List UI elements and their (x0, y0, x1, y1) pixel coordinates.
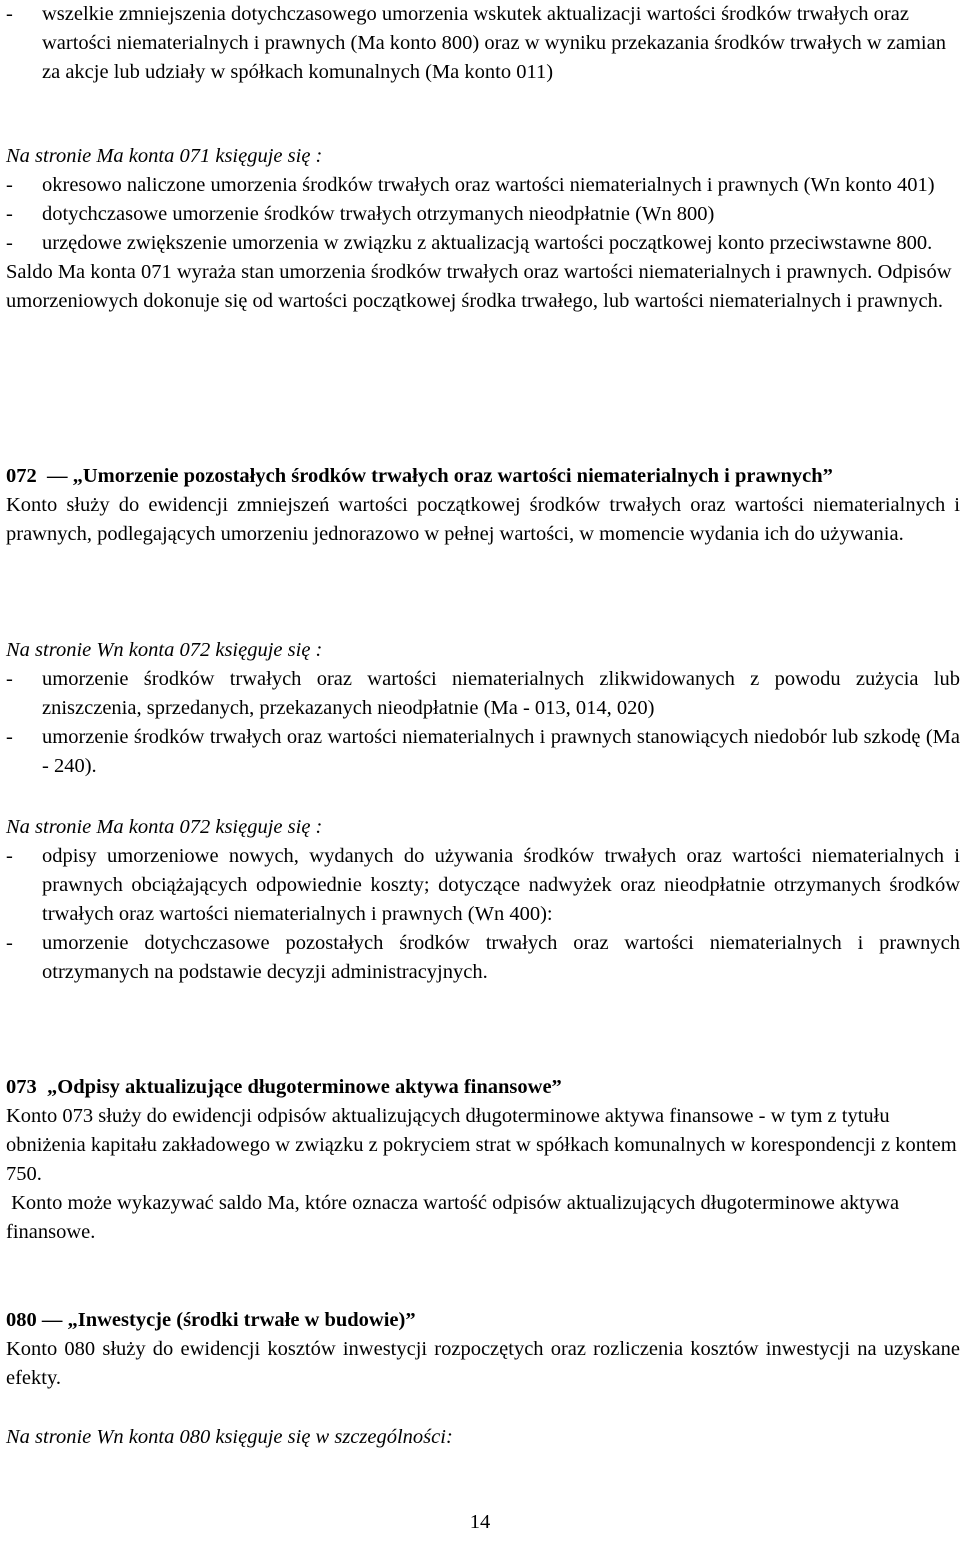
list-item (6, 0, 960, 87)
list-item-text: dotychczasowe umorzenie środków trwałych otrzymanych nieodpłatnie (Wn 800) (42, 203, 715, 225)
section-072 (6, 462, 960, 549)
page-number: 14 (469, 1511, 491, 1533)
ma-071-heading: Na stronie Ma konta 071 księguje się : (6, 145, 323, 167)
list-item (6, 723, 960, 781)
list-item (6, 665, 960, 723)
section-080-wn (6, 1423, 960, 1452)
list-item (6, 929, 960, 987)
wn-080-heading: Na stronie Wn konta 080 księguje się w szczególności: (6, 1426, 453, 1448)
account-title: „Umorzenie pozostałych środków trwałych oraz wartości niematerialnych i prawnych” (72, 465, 833, 487)
list-dash: - (6, 174, 13, 196)
list-item-text: okresowo naliczone umorzenia środków trwałych oraz wartości niematerialnych i prawnych (Wn konto 401) (42, 174, 935, 196)
account-number: 072 (6, 465, 37, 487)
section-072-heading: 072 — „Umorzenie pozostałych środków trwałych oraz wartości niematerialnych i prawnych” (6, 465, 833, 487)
section-073-heading (6, 1073, 960, 1102)
list-dash: - (6, 3, 13, 25)
list-dash: - (6, 668, 13, 690)
list-item-text: umorzenie dotychczasowe pozostałych środków trwałych oraz wartości niematerialnych i prawnych otrzymanych na podstawie decyzji administracyjnych. (42, 932, 960, 983)
section-073-paragraph: Konto 073 służy do ewidencji odpisów aktualizujących długoterminowe aktywa finansowe - w tym z tytułu obniżenia kapitału zakładowego w związku z pokryciem strat w spółkach komunalnych w korespondencji z kontem 750. (6, 1105, 957, 1185)
section-071-continued (6, 0, 960, 87)
section-080 (6, 1306, 960, 1393)
account-title: „Odpisy aktualizujące długoterminowe aktywa finansowe” (47, 1076, 562, 1098)
section-073-paragraph: Konto może wykazywać saldo Ma, które oznacza wartość odpisów aktualizujących długoterminowe aktywa finansowe. (6, 1192, 905, 1243)
wn-072-heading: Na stronie Wn konta 072 księguje się : (6, 639, 323, 661)
account-title: „Inwestycje (środki trwałe w budowie)” (67, 1309, 416, 1331)
list-dash: - (6, 726, 13, 748)
section-072-intro: Konto służy do ewidencji zmniejszeń wartości początkowej środków trwałych oraz wartości niematerialnych i prawnych, podlegających umorzeniu jednorazowo w pełnej wartości, w momencie wydania ich do używania. (6, 494, 960, 545)
list-dash: - (6, 932, 13, 954)
section-080-heading: 080 — „Inwestycje (środki trwałe w budowie)” (6, 1309, 416, 1331)
list-dash: - (6, 845, 13, 867)
list-item (6, 171, 960, 200)
account-number: 073 (6, 1076, 37, 1098)
list-item-text: umorzenie środków trwałych oraz wartości niematerialnych i prawnych stanowiących niedobór lub szkodę (Ma - 240). (42, 726, 960, 777)
section-071-ma (6, 142, 960, 316)
list-item-text: wszelkie zmniejszenia dotychczasowego umorzenia wskutek aktualizacji wartości środków trwałych oraz wartości niematerialnych i prawnych (Ma konto 800) oraz w wyniku przekazania środków trwałych w zamian za akcje lub udziały w spółkach komunalnych (Ma konto 011) (42, 3, 946, 83)
account-number: 080 (6, 1309, 37, 1331)
list-item-text: urzędowe zwiększenie umorzenia w związku z aktualizacją wartości początkowej konto przeciwstawne 800. (42, 232, 933, 254)
list-dash: - (6, 203, 13, 225)
section-080-intro: Konto 080 służy do ewidencji kosztów inwestycji rozpoczętych oraz rozliczenia kosztów inwestycji na uzyskane efekty. (6, 1338, 960, 1389)
list-item (6, 842, 960, 929)
ma-072-heading: Na stronie Ma konta 072 księguje się : (6, 816, 323, 838)
saldo-071-paragraph: Saldo Ma konta 071 wyraża stan umorzenia środków trwałych oraz wartości niematerialnych i prawnych. Odpisów umorzeniowych dokonuje się od wartości początkowej środka trwałego, lub wartości niematerialnych i prawnych. (6, 261, 952, 312)
section-072-wn (6, 636, 960, 781)
section-073 (6, 1073, 960, 1247)
list-item-text: odpisy umorzeniowe nowych, wydanych do używania środków trwałych oraz wartości niematerialnych i prawnych obciążających odpowiednie koszty; dotyczące nadwyżek oraz nieodpłatnie otrzymanych środków trwałych oraz wartości niematerialnych i prawnych (Wn 400): (42, 845, 960, 925)
list-item (6, 200, 960, 229)
list-item (6, 229, 960, 258)
section-072-ma (6, 813, 960, 987)
list-item-text: umorzenie środków trwałych oraz wartości niematerialnych zlikwidowanych z powodu zużycia lub zniszczenia, sprzedanych, przekazanych nieodpłatnie (Ma - 013, 014, 020) (42, 668, 960, 719)
list-dash: - (6, 232, 13, 254)
